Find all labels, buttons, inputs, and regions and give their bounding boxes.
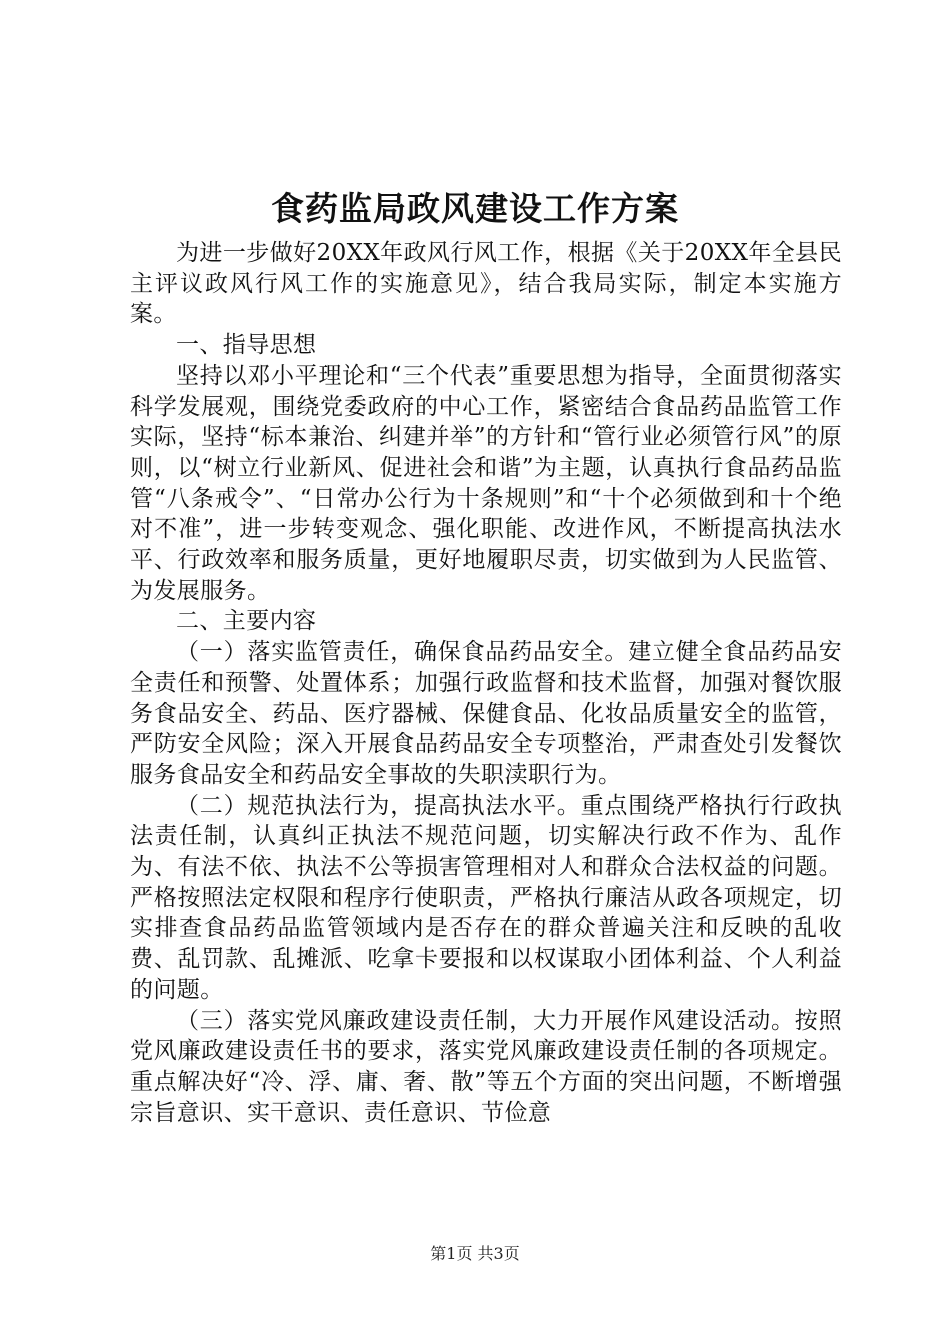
- document-title: 食药监局政风建设工作方案: [271, 189, 679, 228]
- guiding-ideology-paragraph: 坚持以邓小平理论和“三个代表”重要思想为指导，全面贯彻落实科学发展观，围绕党委政府的中心工作，紧密结合食品药品监管工作实际，坚持“标本兼治、纠建并举”的方针和“管行业必须管行风”的原则，以“树立行业新风、促进社会和谐”为主题，认真执行食品药品监管“八条戒令”、“日常办公行为十条规则”和“十个必须做到和十个绝对不准”，进一步转变观念、强化职能、改进作风，不断提高执法水平、行政效率和服务质量，更好地履职尽责，切实做到为人民监管、为发展服务。: [130, 362, 842, 604]
- main-content-item-3: （三）落实党风廉政建设责任制，大力开展作风建设活动。按照党风廉政建设责任书的要求，落实党风廉政建设责任制的各项规定。重点解决好“冷、浮、庸、奢、散”等五个方面的突出问题，不断增强宗旨意识、实干意识、责任意识、节俭意: [130, 1007, 842, 1126]
- intro-paragraph: 为进一步做好20XX年政风行风工作，根据《关于20XX年全县民主评议政风行风工作的实施意见》，结合我局实际，制定本实施方案。: [130, 240, 842, 328]
- section-heading-main-content: 二、主要内容: [176, 608, 317, 635]
- section-heading-guiding-ideology: 一、指导思想: [176, 332, 317, 359]
- page-number-footer: 第1页 共3页: [430, 1244, 520, 1263]
- main-content-item-2: （二）规范执法行为，提高执法水平。重点围绕严格执行行政执法责任制，认真纠正执法不规范问题，切实解决行政不作为、乱作为、有法不依、执法不公等损害管理相对人和群众合法权益的问题。严格按照法定权限和程序行使职责，严格执行廉洁从政各项规定，切实排查食品药品监管领域内是否存在的群众普遍关注和反映的乱收费、乱罚款、乱摊派、吃拿卡要报和以权谋取小团体利益、个人利益的问题。: [130, 792, 842, 1003]
- document-body: [130, 238, 842, 1128]
- main-content-item-1: （一）落实监管责任，确保食品药品安全。建立健全食品药品安全责任和预警、处置体系；加强行政监督和技术监督，加强对餐饮服务食品安全、药品、医疗器械、保健食品、化妆品质量安全的监管，严防安全风险；深入开展食品药品安全专项整治，严肃查处引发餐饮服务食品安全和药品安全事故的失职渎职行为。: [130, 639, 842, 788]
